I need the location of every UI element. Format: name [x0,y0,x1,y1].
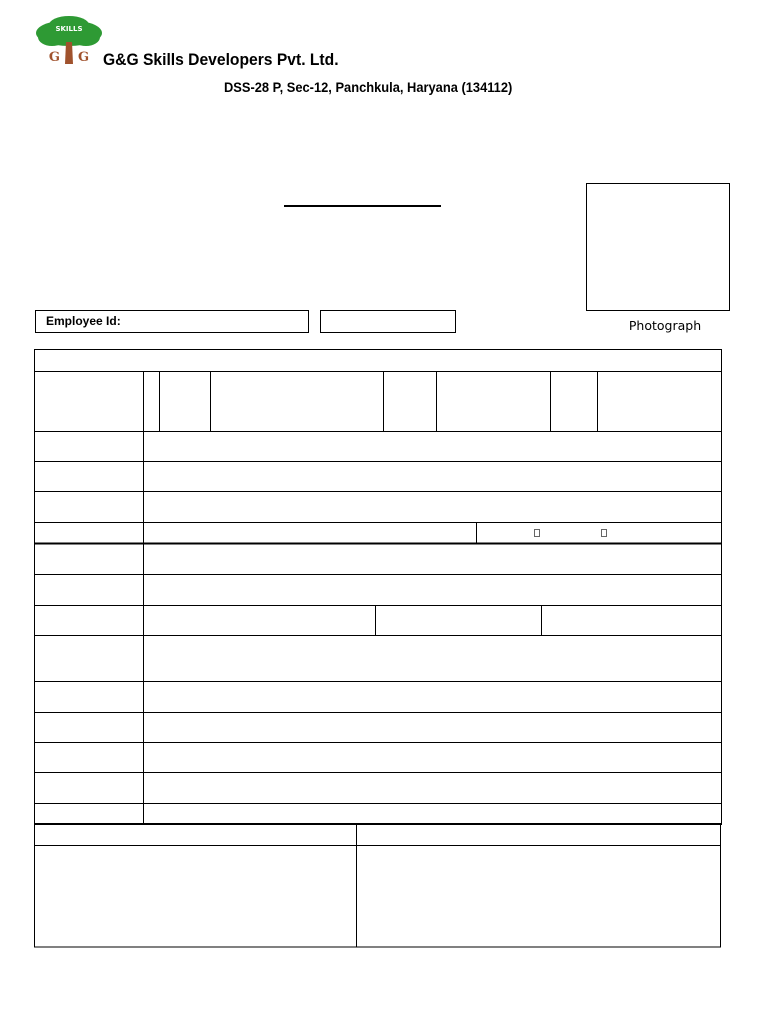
company-name: G&G Skills Developers Pvt. Ltd. [103,50,339,69]
form-title-underline [284,205,441,207]
employee-id-label: Employee Id: [46,314,121,328]
employee-id-label-box [35,310,309,333]
checkbox-option-1[interactable] [534,529,540,537]
company-address: DSS-28 P, Sec-12, Panchkula, Haryana (134112) [224,79,513,95]
svg-text:G: G [78,50,90,65]
photograph-box[interactable] [586,183,730,311]
lower-table-frame [35,825,721,948]
employee-id-input[interactable] [320,310,456,333]
application-form-grid [34,349,722,948]
svg-text:SKILLS: SKILLS [55,25,83,33]
checkbox-option-2[interactable] [601,529,607,537]
company-logo [34,14,104,68]
photograph-label: Photograph [628,318,702,333]
form-table-frame [35,350,722,825]
form-grid-lines [34,349,722,948]
svg-text:G: G [48,50,60,65]
